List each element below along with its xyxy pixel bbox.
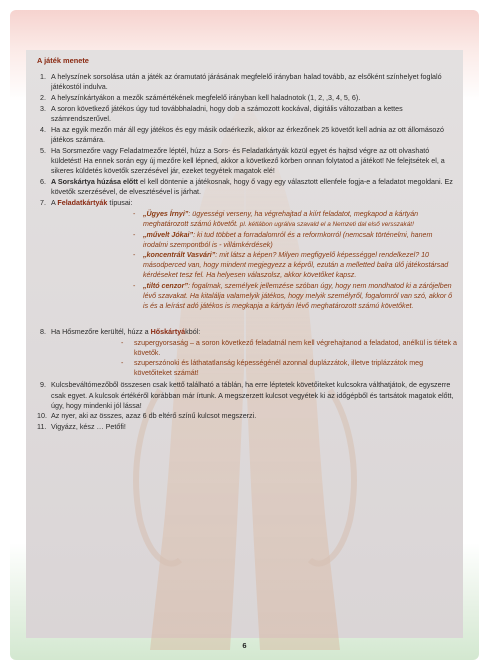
list-item: 7. A Feladatkártyák típusai: — [40, 198, 133, 207]
text-block — [37, 56, 457, 433]
section-heading: A játék menete — [37, 56, 89, 65]
task-type-item: - „koncentrált Vasvári”: mit látsz a képen? Milyen megfigyelő képességgel rendelkezel? 10 másodperced van, hogy mindent megjegyezz a képről, ezután a melletted balra ülő játékostársad kérdéseket tesz fel. Ha helyesen válaszolsz, akkor követőket kapsz. — [133, 251, 449, 280]
rules-list-cont — [37, 327, 457, 337]
page-number: 6 — [242, 641, 247, 650]
list-item: 5. Ha Sorsmezőre vagy Feladatmezőre léptél, húzz a Sors- és Feladatkártyák közül egyet és hajtsd végre az ott olvasható küldetést! Ha ennek során egy új mezőre kell lépned, akkor a következő körben onnan folytatod a játékot! Ne felejtsétek el, a sikeres küldetés követők szerzésével jár, ezeket tegyétek magatok elé! — [40, 146, 445, 176]
list-item: 4. Ha az egyik mezőn már áll egy játékos és egy másik odaérkezik, akkor az érkezőnek 25 követőt kell adnia az ott állomásozó játékos számára. — [40, 125, 444, 144]
list-item: 9. Kulcsbeváltómezőből összesen csak kettő található a táblán, ha erre léptetek követőiteket kulcsokra válthatjátok, de egyszerre csak egyet. A kulcsok értékéről korábban már írtunk. A megszerzett kulcsot vegyétek ki az időgépből és tartsátok magatok előtt, úgy, hogy mindenki jól lássa! — [40, 381, 454, 410]
hero-type-item: - szupergyorsaság – a soron következő feladatnál nem kell végrehajtanod a feladatod, anélkül is tiétek a követők. — [121, 338, 457, 358]
list-item: 10. Az nyer, aki az összes, azaz 6 db eltérő színű kulcsot megszerzi. — [37, 412, 257, 421]
list-item: 2. A helyszínkártyákon a mezők számértékének megfelelő irányban kell haladnotok (1, 2, ,3, 4, 5, 6). — [40, 94, 361, 103]
list-item: 1. A helyszínek sorsolása után a játék az óramutató járásának megfelelő irányban halad tovább, az elsőként színhelyet foglaló játékostól indulva. — [40, 73, 442, 92]
task-type-item: - „Ügyes Írnyi”: ügyességi verseny, ha végrehajtad a kiírt feladatot, megkapod a kártyán meghatározott számú követőt. pl. kétlábon ugrálva szavald el a Nemzeti dal első versszakát! — [133, 209, 419, 228]
task-type-item: - „művelt Jókai”: ki tud többet a forradalomról és a reformkorról (nemcsak történelmi, hanem irodalmi szempontból is - villámkérdések) — [133, 231, 433, 250]
list-item: 6. A Sorskártya húzása előtt el kell döntenie a játékosnak, hogy ő vagy egy választott ellenfele fogja-e a feladatot megoldani. Ez követők szerzésével, de elvesztésével is járhat. — [40, 177, 453, 196]
rules-list-end — [37, 380, 457, 432]
list-item: 3. A soron következő játékos úgy tud továbbhaladni, hogy dob a számozott kockával, digitális változatban a kettes számrendszerűvel. — [40, 104, 403, 124]
rules-list — [37, 72, 457, 208]
hero-type-item: - szuperszónoki és láthatatlanság képességénél azonnal duplázzátok, illetve triplázzátok meg követőiteket számát! — [121, 359, 424, 378]
task-card-types — [133, 209, 457, 311]
hero-card-types — [121, 338, 457, 378]
list-item: 8. Ha Hősmezőre kerültél, húzz a Hőskártyákból: — [40, 327, 201, 336]
list-item: 11. Vigyázz, kész … Petőfi! — [37, 423, 126, 432]
task-type-item: - „tiltó cenzor”: fogalmak, személyek jellemzése szóban úgy, hogy nem mondhatod ki a zárójelben lévő szavakat. Ha kitalálja valamelyik játékos, hogy melyik személyről, fogalomról van szó, akkor ő is és a leírást adó játékos is megkapja a kártyán lévő meghatározott számú követőket. — [133, 281, 453, 310]
